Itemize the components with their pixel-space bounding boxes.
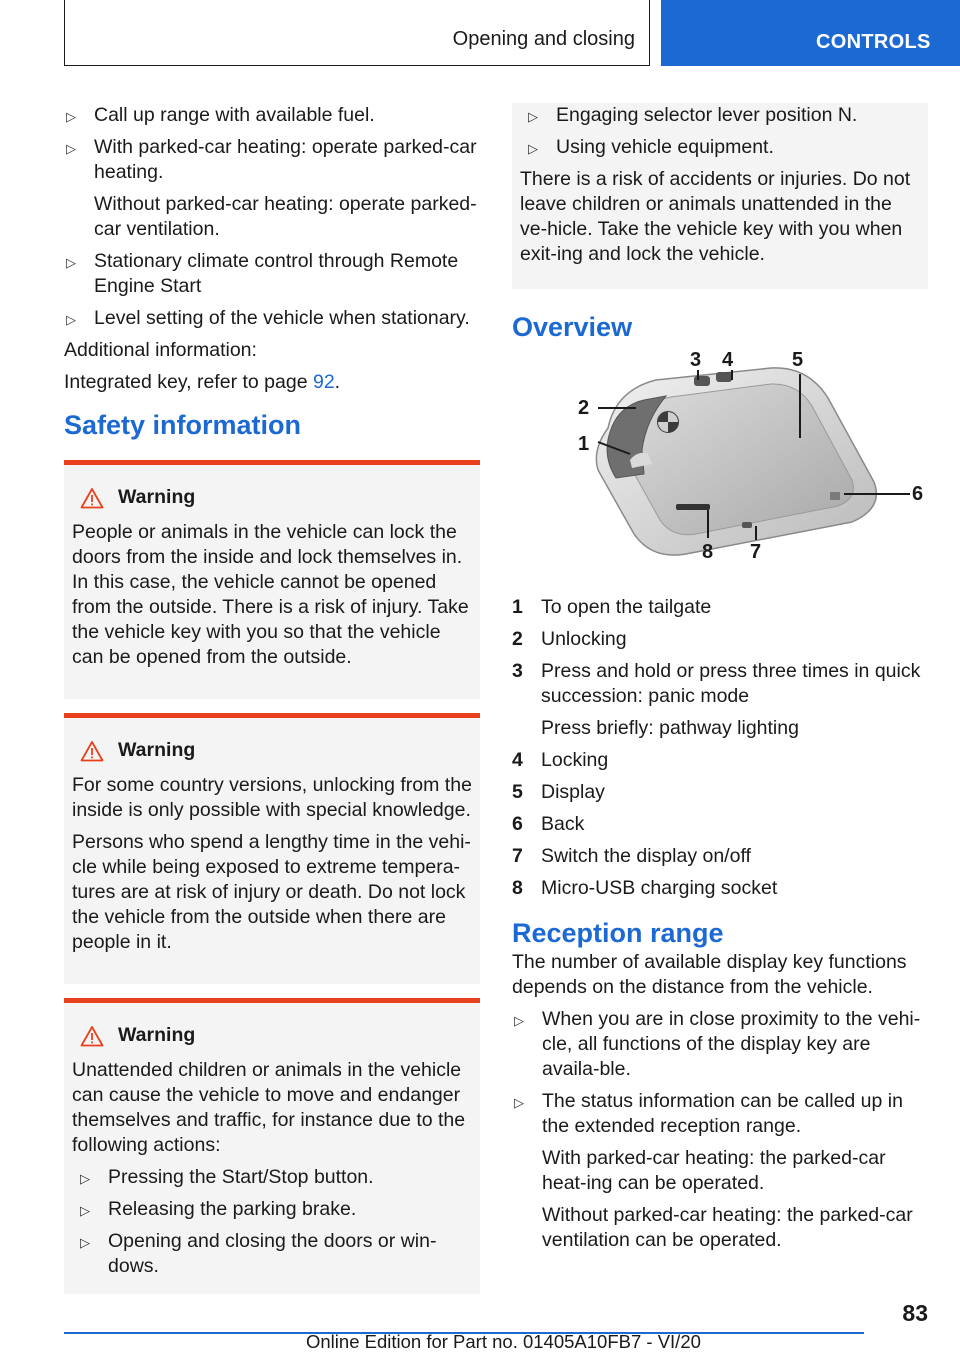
triangle-bullet-icon: ▷ <box>80 1171 90 1186</box>
safety-heading: Safety information <box>64 410 302 440</box>
header-title: Opening and closing <box>452 28 635 50</box>
warning-label: Warning <box>118 486 196 508</box>
footer-edition: Online Edition for Part no. 01405A10FB7 - VI/20 <box>306 1331 701 1352</box>
list-item: 1 To open the tailgate <box>512 596 712 618</box>
list-item: ▷ Using vehicle equipment. <box>526 135 920 160</box>
triangle-bullet-icon: ▷ <box>66 141 76 156</box>
reception-intro: The number of available display key functions depends on the distance from the vehicle. <box>512 951 907 998</box>
header-section-label: CONTROLS <box>816 31 931 53</box>
warning-triangle-icon <box>80 1025 104 1047</box>
triangle-bullet-icon: ▷ <box>514 1095 524 1110</box>
triangle-bullet-icon: ▷ <box>528 141 538 156</box>
warning-box-continued <box>512 103 928 289</box>
warning-text: There is a risk of accidents or injuries. Do not leave children or animals unattended in the ve‐hicle. Take the vehicle key with you when exit‐ing and lock the vehicle. <box>520 168 911 265</box>
triangle-bullet-icon: ▷ <box>80 1203 90 1218</box>
integrated-key-reference: Integrated key, refer to page 92. <box>64 371 341 393</box>
list-item: ▷ Releasing the parking brake. <box>78 1197 472 1222</box>
list-item: 2 Unlocking <box>512 628 627 650</box>
header-section-tab <box>661 0 960 66</box>
warning-text: For some country versions, unlocking from the inside is only possible with special knowledge. <box>72 774 472 821</box>
list-item: ▷ Level setting of the vehicle when stationary. <box>64 306 480 331</box>
list-item: 5 Display <box>512 781 605 803</box>
list-item: ▷ Engaging selector lever position N. <box>526 103 920 128</box>
warning-text: Unattended children or animals in the vehicle can cause the vehicle to move and endanger themselves and traffic, for instance due to the following actions: <box>72 1059 466 1156</box>
warning-box <box>64 713 480 984</box>
warning-box <box>64 460 480 699</box>
warning-triangle-icon <box>80 487 104 509</box>
list-item: 6 Back <box>512 813 585 835</box>
list-item: ▷ Call up range with available fuel. <box>64 103 480 128</box>
figure-label: 2 <box>578 397 590 419</box>
triangle-bullet-icon: ▷ <box>66 109 76 124</box>
list-item: ▷ When you are in close proximity to the vehi‐cle, all functions of the display key are availa‐ble. <box>514 1008 921 1080</box>
list-item: ▷ Opening and closing the doors or win‐dows. <box>80 1230 437 1277</box>
triangle-bullet-icon: ▷ <box>80 1235 90 1250</box>
triangle-bullet-icon: ▷ <box>66 312 76 327</box>
overview-heading: Overview <box>512 312 633 342</box>
list-item: ▷ With parked-car heating: operate parked-car heating. Without parked-car heating: operate parked-car ventilation. <box>66 136 477 240</box>
figure-label: 3 <box>690 349 702 371</box>
list-item: 7 Switch the display on/off <box>512 845 751 867</box>
warning-label: Warning <box>118 1024 196 1046</box>
list-item: 8 Micro-USB charging socket <box>512 877 778 899</box>
right-column <box>512 103 928 1260</box>
list-item: ▷ Pressing the Start/Stop button. <box>78 1165 472 1190</box>
header-title-box <box>64 0 650 66</box>
page-number: 83 <box>902 1300 928 1326</box>
figure-label: 4 <box>722 349 734 371</box>
left-column <box>64 103 480 1294</box>
figure-label: 7 <box>750 541 762 563</box>
list-item: 3 Press and hold or press three times in quick succession: panic mode Press briefly: pathway lighting <box>512 660 921 739</box>
page-link[interactable]: 92 <box>312 371 335 393</box>
triangle-bullet-icon: ▷ <box>528 109 538 124</box>
figure-label: 1 <box>578 433 590 455</box>
display-key-illustration <box>546 349 924 580</box>
warning-label: Warning <box>118 739 196 761</box>
figure-label: 6 <box>912 483 924 505</box>
parts-list <box>512 595 928 901</box>
list-item: 4 Locking <box>512 749 609 771</box>
reception-heading: Reception range <box>512 918 724 948</box>
triangle-bullet-icon: ▷ <box>66 255 76 270</box>
list-item: ▷ The status information can be called up in the extended reception range. With parked-car heating: the parked-car heat‐ing can be operated. Without parked-car heating: the parked-car ventilation can be operated. <box>514 1090 913 1251</box>
warning-triangle-icon <box>80 740 104 762</box>
figure-label: 8 <box>702 541 714 563</box>
list-item: ▷ Stationary climate control through Remote Engine Start <box>66 250 459 297</box>
additional-info-label: Additional information: <box>64 339 257 361</box>
warning-text: People or animals in the vehicle can lock the doors from the inside and lock themselves in. In this case, the vehicle cannot be opened from the outside. There is a risk of injury. Take the vehicle key with you so that the vehicle can be opened from the outside. <box>72 521 469 668</box>
triangle-bullet-icon: ▷ <box>514 1013 524 1028</box>
figure-label: 5 <box>792 349 804 371</box>
warning-box <box>64 998 480 1294</box>
warning-text: Persons who spend a lengthy time in the vehi‐cle while being exposed to extreme tempera‐tures are at risk of injury or death. Do not lock the vehicle from the outside when there are people in it. <box>72 831 471 953</box>
